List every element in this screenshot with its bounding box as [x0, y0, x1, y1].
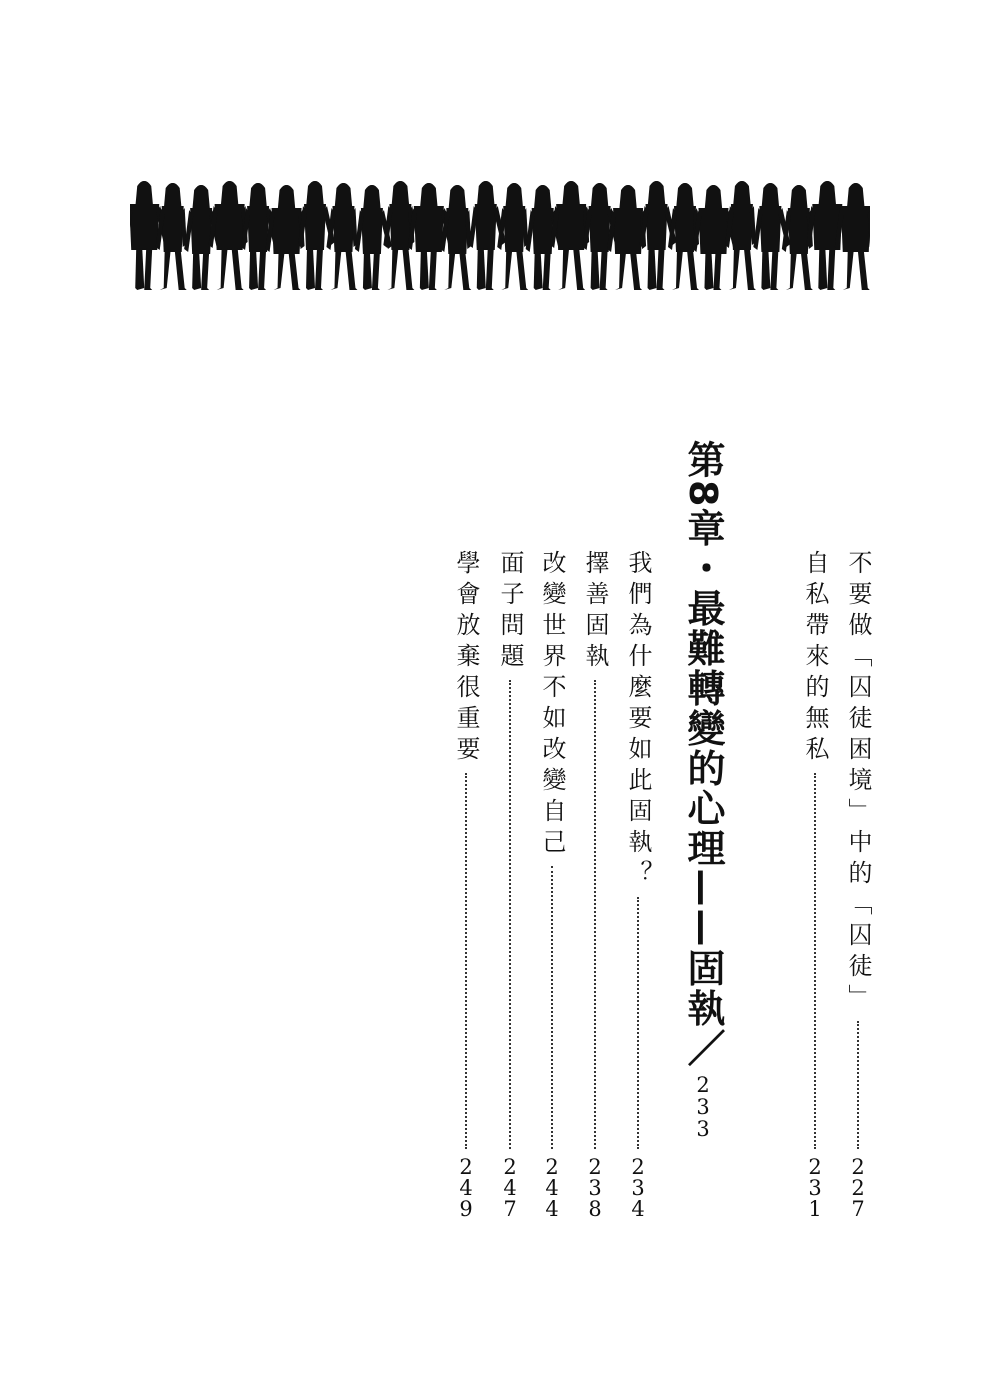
toc-entry[interactable]: [795, 550, 835, 1220]
toc-entry[interactable]: [532, 550, 572, 1220]
dot-leader: [551, 866, 553, 1149]
toc-entry-page: 2 3 1: [808, 1155, 822, 1221]
toc-entry-page: 2 4 7: [503, 1155, 517, 1221]
person-silhouette: [835, 183, 870, 290]
toc-entry-page: 2 4 9: [459, 1155, 473, 1221]
toc-entry-page: 2 2 7: [851, 1155, 865, 1221]
person-silhouette: [725, 181, 756, 290]
toc-entry-title: 擇善固執: [581, 550, 609, 674]
toc-entry[interactable]: [490, 550, 530, 1220]
toc-entry-title: 自私帶來的無私: [801, 550, 829, 767]
person-silhouette: [326, 183, 357, 290]
dot-leader: [509, 680, 511, 1149]
toc-entry[interactable]: [575, 550, 615, 1220]
toc-entry-page: 2 3 4: [631, 1155, 645, 1221]
person-silhouette: [266, 185, 305, 290]
people-silhouettes-banner: [130, 180, 870, 295]
toc-entry-title: 不要做「囚徒困境」中的「囚徒」: [844, 550, 872, 1015]
toc-entry-page: 2 3 8: [588, 1155, 602, 1221]
person-silhouette: [241, 183, 278, 290]
dot-leader: [465, 773, 467, 1149]
person-silhouette: [440, 185, 471, 290]
person-silhouette: [526, 185, 563, 290]
chapter-page: 2 3 3: [696, 1073, 710, 1142]
dot-leader: [814, 773, 816, 1149]
person-silhouette: [184, 185, 221, 290]
person-silhouette: [607, 185, 646, 290]
toc-entry[interactable]: [446, 550, 486, 1220]
toc-entry-title: 改變世界不如改變自己: [538, 550, 566, 860]
toc-entry-title: 我們為什麼要如此固執？: [624, 550, 652, 891]
person-silhouette: [130, 181, 168, 290]
toc-entry-title: 學會放棄很重要: [452, 550, 480, 767]
chapter-title: 第8章・最難轉變的心理——固執／: [681, 440, 725, 1069]
toc-entry-title: 面子問題: [496, 550, 524, 674]
person-silhouette: [583, 183, 620, 290]
dot-leader: [637, 897, 639, 1149]
dot-leader: [594, 680, 596, 1149]
chapter-heading[interactable]: [680, 440, 726, 1140]
person-silhouette: [156, 183, 187, 290]
dot-leader: [857, 1021, 859, 1149]
toc-entry-page: 2 4 4: [545, 1155, 559, 1221]
toc-entry[interactable]: [618, 550, 658, 1220]
person-silhouette: [692, 185, 737, 290]
toc-entry[interactable]: [838, 550, 878, 1220]
person-silhouette: [497, 183, 528, 290]
